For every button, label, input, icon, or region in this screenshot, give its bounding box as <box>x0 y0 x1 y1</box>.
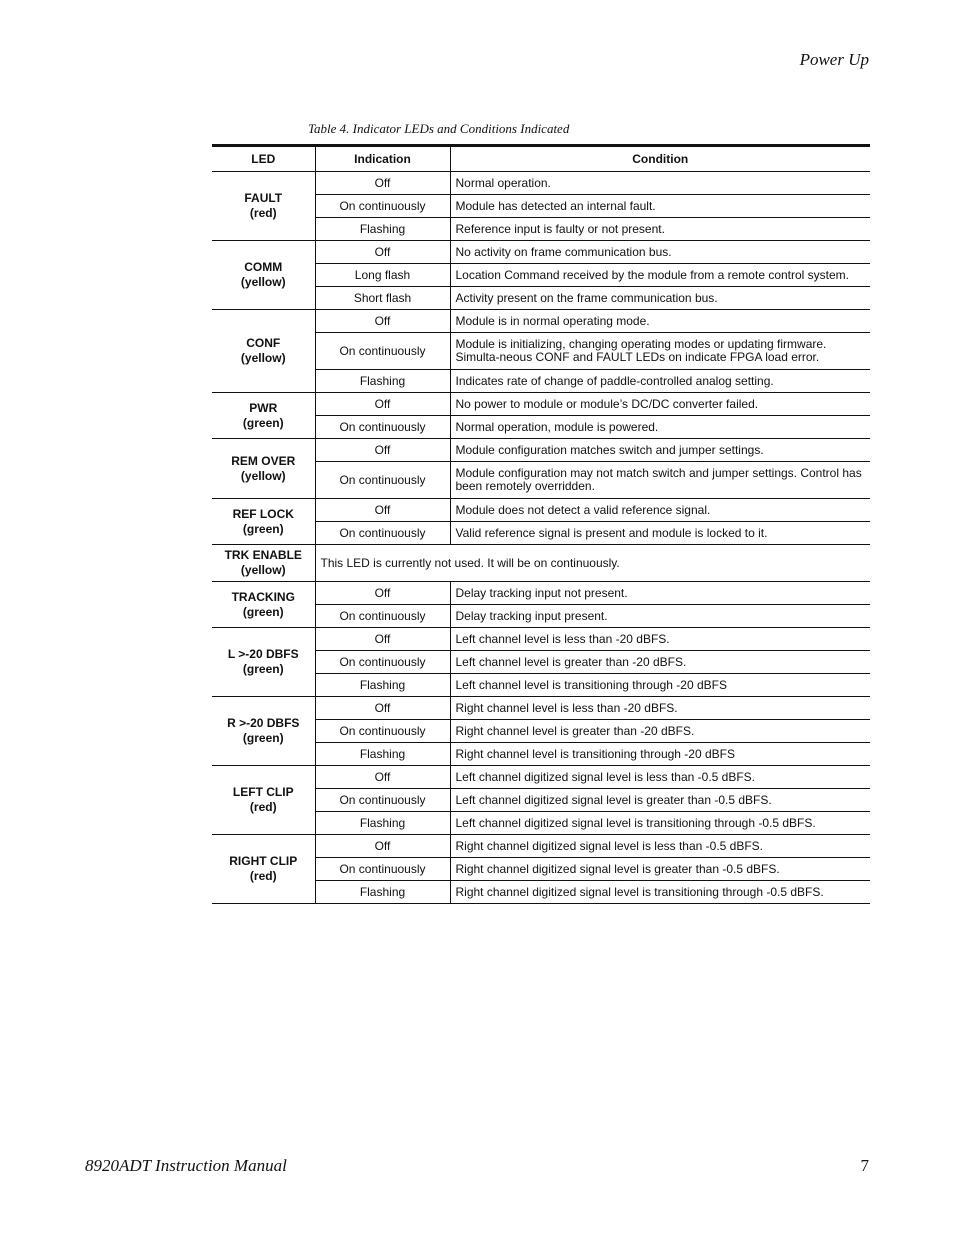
led-name-cell <box>212 628 315 697</box>
indication-cell: Off <box>315 499 450 522</box>
indication-cell: Off <box>315 766 450 789</box>
led-name: REM OVER <box>231 453 296 468</box>
led-name-cell <box>212 172 315 241</box>
led-name-cell <box>212 241 315 310</box>
condition-cell: Location Command received by the module from a remote control system. <box>450 264 870 287</box>
led-name: REF LOCK <box>232 506 294 521</box>
indication-cell: On continuously <box>315 522 450 545</box>
condition-cell: Delay tracking input not present. <box>450 582 870 605</box>
indicator-leds-table <box>212 144 870 904</box>
indication-cell: On continuously <box>315 651 450 674</box>
indication-cell: On continuously <box>315 720 450 743</box>
table-row <box>212 172 870 195</box>
led-name: TRACKING <box>231 589 295 604</box>
condition-cell: Module configuration matches switch and jumper settings. <box>450 439 870 462</box>
column-header-led: LED <box>212 146 315 172</box>
footer-page-number: 7 <box>860 1156 869 1175</box>
table-row <box>212 393 870 416</box>
indication-cell: Off <box>315 697 450 720</box>
led-color: (green) <box>242 731 284 745</box>
led-name: CONF <box>246 336 281 350</box>
table-row <box>212 241 870 264</box>
table-row <box>212 545 870 582</box>
column-header-condition: Condition <box>450 146 870 172</box>
condition-cell: Reference input is faulty or not present. <box>450 218 870 241</box>
condition-cell: Delay tracking input present. <box>450 605 870 628</box>
indication-cell: Flashing <box>315 370 450 393</box>
table-row <box>212 628 870 651</box>
indication-cell: Flashing <box>315 812 450 835</box>
indication-cell: Off <box>315 439 450 462</box>
table-row <box>212 766 870 789</box>
led-name-cell <box>212 766 315 835</box>
indication-cell: Flashing <box>315 881 450 904</box>
table-row <box>212 439 870 462</box>
indication-cell: Off <box>315 628 450 651</box>
table-row <box>212 582 870 605</box>
condition-cell: Right channel level is less than -20 dBFS. <box>450 697 870 720</box>
condition-cell: Right channel digitized signal level is less than -0.5 dBFS. <box>450 835 870 858</box>
led-name: LEFT CLIP <box>232 785 294 799</box>
condition-cell: Left channel level is greater than -20 dBFS. <box>450 651 870 674</box>
indication-cell: Off <box>315 582 450 605</box>
condition-cell: Right channel digitized signal level is greater than -0.5 dBFS. <box>450 858 870 881</box>
led-color: (green) <box>242 662 284 676</box>
table-row <box>212 499 870 522</box>
led-name: RIGHT CLIP <box>229 854 298 868</box>
indication-cell: Flashing <box>315 674 450 697</box>
led-name-cell <box>212 439 315 499</box>
indication-cell: On continuously <box>315 416 450 439</box>
condition-cell: No power to module or module’s DC/DC converter failed. <box>450 393 870 416</box>
table-row <box>212 310 870 333</box>
table-header-row <box>212 146 870 172</box>
led-name-cell <box>212 545 315 582</box>
indication-cell: On continuously <box>315 462 450 499</box>
condition-cell: Module does not detect a valid reference signal. <box>450 499 870 522</box>
condition-cell: Right channel level is transitioning through -20 dBFS <box>450 743 870 766</box>
led-color: (red) <box>249 206 277 220</box>
running-header-section: Power Up <box>799 50 869 69</box>
led-name: COMM <box>244 260 283 274</box>
led-name-cell <box>212 310 315 393</box>
condition-cell: No activity on frame communication bus. <box>450 241 870 264</box>
condition-cell: Left channel level is less than -20 dBFS. <box>450 628 870 651</box>
led-color: (red) <box>249 869 277 883</box>
indication-cell: On continuously <box>315 195 450 218</box>
led-name: R >-20 DBFS <box>227 716 300 730</box>
led-color: (green) <box>242 415 284 430</box>
led-name-cell <box>212 499 315 545</box>
led-color: (green) <box>242 521 284 536</box>
led-name-cell <box>212 393 315 439</box>
led-color: (yellow) <box>240 275 286 289</box>
led-name-cell <box>212 582 315 628</box>
condition-cell: Valid reference signal is present and module is locked to it. <box>450 522 870 545</box>
indication-cell: On continuously <box>315 789 450 812</box>
condition-cell: Left channel digitized signal level is transitioning through -0.5 dBFS. <box>450 812 870 835</box>
condition-cell: Normal operation. <box>450 172 870 195</box>
condition-cell: Module is in normal operating mode. <box>450 310 870 333</box>
condition-cell: Right channel level is greater than -20 dBFS. <box>450 720 870 743</box>
led-color: (green) <box>242 604 284 619</box>
led-name: L >-20 DBFS <box>227 647 299 661</box>
indication-cell: On continuously <box>315 333 450 370</box>
indication-cell: On continuously <box>315 605 450 628</box>
led-color: (yellow) <box>240 351 286 365</box>
led-color: (yellow) <box>240 468 286 483</box>
indication-cell: Off <box>315 393 450 416</box>
indication-cell: Off <box>315 172 450 195</box>
indication-cell: On continuously <box>315 858 450 881</box>
table-body <box>212 172 870 904</box>
led-name: TRK ENABLE <box>224 548 302 562</box>
indication-cell: Off <box>315 835 450 858</box>
table-row <box>212 697 870 720</box>
led-name: PWR <box>249 400 278 415</box>
condition-cell: Normal operation, module is powered. <box>450 416 870 439</box>
led-color: (red) <box>249 800 277 814</box>
condition-cell: Right channel digitized signal level is transitioning through -0.5 dBFS. <box>450 881 870 904</box>
condition-cell: Left channel digitized signal level is greater than -0.5 dBFS. <box>450 789 870 812</box>
condition-cell: Left channel level is transitioning through -20 dBFS <box>450 674 870 697</box>
led-name: FAULT <box>244 191 283 205</box>
led-color: (yellow) <box>240 563 286 577</box>
column-header-indication: Indication <box>315 146 450 172</box>
led-name-cell <box>212 697 315 766</box>
indication-cell: Flashing <box>315 218 450 241</box>
table-caption: Table 4. Indicator LEDs and Conditions Indicated <box>308 121 570 136</box>
indication-cell: Short flash <box>315 287 450 310</box>
condition-cell: Indicates rate of change of paddle-controlled analog setting. <box>450 370 870 393</box>
condition-cell: Module is initializing, changing operating modes or updating firmware. Simulta-neous CONF and FAULT LEDs on indicate FPGA load error. <box>450 333 870 370</box>
footer-manual-title: 8920ADT Instruction Manual <box>85 1156 287 1175</box>
indication-cell: Off <box>315 310 450 333</box>
condition-note: This LED is currently not used. It will be on continuously. <box>315 545 870 582</box>
condition-cell: Activity present on the frame communication bus. <box>450 287 870 310</box>
table-row <box>212 835 870 858</box>
condition-cell: Module configuration may not match switch and jumper settings. Control has been remotely overridden. <box>450 462 870 499</box>
led-name-cell <box>212 835 315 904</box>
condition-cell: Left channel digitized signal level is less than -0.5 dBFS. <box>450 766 870 789</box>
indication-cell: Long flash <box>315 264 450 287</box>
indication-cell: Flashing <box>315 743 450 766</box>
condition-cell: Module has detected an internal fault. <box>450 195 870 218</box>
indication-cell: Off <box>315 241 450 264</box>
